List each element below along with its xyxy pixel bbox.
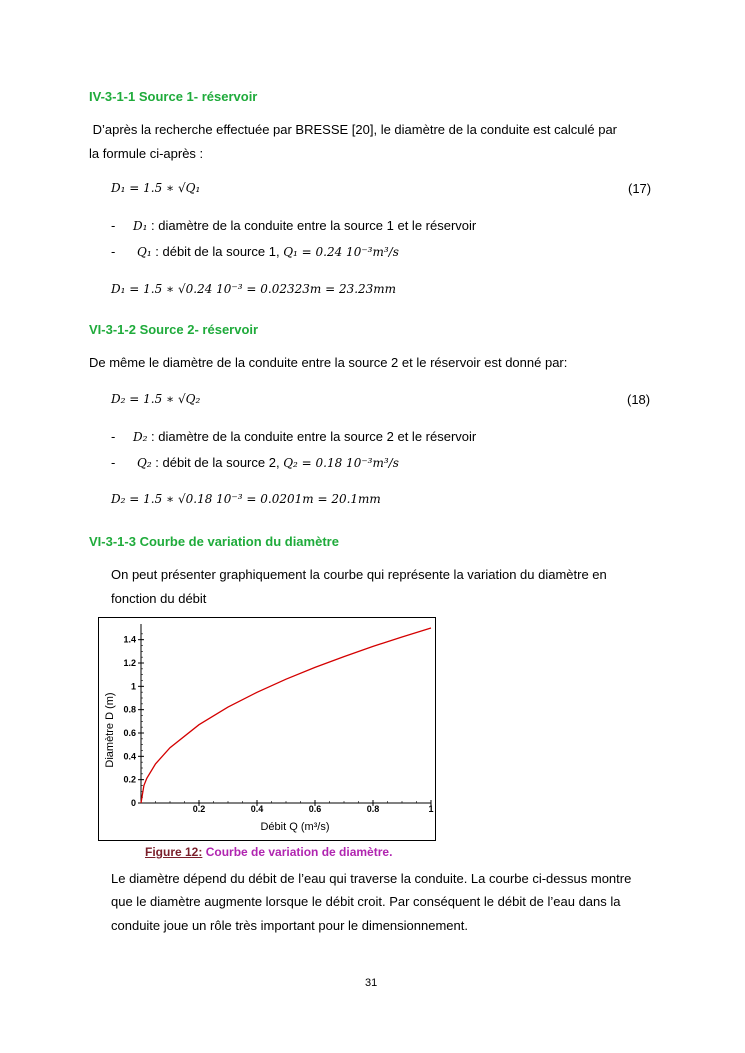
equation-number-18: (18) — [627, 392, 651, 407]
equation-number-17: (17) — [628, 181, 652, 196]
chart-svg — [99, 618, 435, 840]
chart-x-axis-label: Débit Q (m³/s) — [260, 821, 330, 833]
chart-x-tick-label: 0.6 — [308, 804, 322, 814]
formula-17: D₁ = 1.5 ∗ √Q₁ — [111, 181, 201, 195]
chart-y-tick-label: 1.2 — [123, 658, 136, 668]
bullet-symbol: D₁ — [133, 219, 148, 233]
diameter-chart — [98, 617, 436, 841]
bullet-item — [133, 218, 476, 233]
chart-y-tick-label: 1.4 — [123, 634, 136, 645]
chart-series-line — [141, 628, 431, 803]
chart-x-tick-label: 0.8 — [366, 804, 380, 814]
bullet-symbol: Q₂ — [137, 456, 152, 470]
conclusion-line-2: que le diamètre augmente lorsque le débit croit. Par conséquent le débit de l’eau dans la — [111, 894, 621, 909]
section-heading-source-2: VI-3-1-2 Source 2- réservoir — [89, 322, 259, 337]
chart-axes — [123, 624, 433, 814]
conclusion-line-3: conduite joue un rôle très important pour le dimensionnement. — [111, 918, 468, 933]
calculation-d1: D₁ = 1.5 ∗ √0.24 10⁻³ = 0.02323m = 23.23mm — [111, 282, 397, 296]
figure-caption — [145, 843, 392, 861]
figure-label: Figure 12: — [145, 845, 203, 859]
figure-caption-text: Courbe de variation de diamètre. — [202, 845, 393, 859]
bullet-item — [133, 429, 476, 444]
bullet-dash: - — [111, 244, 116, 259]
section-3-intro-line-2: fonction du débit — [111, 591, 207, 606]
section-heading-source-1: IV-3-1-1 Source 1- réservoir — [89, 89, 258, 104]
bullet-symbol: Q₁ — [137, 245, 152, 259]
chart-x-tick-label: 0.4 — [250, 804, 264, 814]
formula-18: D₂ = 1.5 ∗ √Q₂ — [111, 392, 201, 406]
bullet-item — [137, 244, 399, 259]
section-1-intro-line-1: D’après la recherche effectuée par BRESSE [20], le diamètre de la conduite est calculé par — [89, 122, 617, 137]
conclusion-line-1: Le diamètre dépend du débit de l’eau qui traverse la conduite. La courbe ci-dessus montre — [111, 871, 632, 886]
section-2-intro: De même le diamètre de la conduite entre la source 2 et le réservoir est donné par: — [89, 355, 568, 370]
chart-y-tick-label: 0.4 — [123, 751, 136, 762]
bullet-math: Q₂ = 0.18 10⁻³m³/s — [283, 456, 399, 470]
chart-y-axis-label: Diamètre D (m) — [104, 692, 116, 768]
chart-series — [141, 628, 431, 803]
chart-y-tick-label: 1 — [130, 681, 136, 692]
chart-y-tick-label: 0 — [130, 798, 136, 808]
chart-y-tick-label: 0.6 — [123, 728, 136, 738]
chart-x-tick-label: 1 — [428, 804, 434, 814]
bullet-math: Q₁ = 0.24 10⁻³m³/s — [283, 245, 399, 259]
bullet-symbol: D₂ — [133, 430, 148, 444]
bullet-dash: - — [111, 218, 116, 233]
section-heading-courbe: VI-3-1-3 Courbe de variation du diamètre — [89, 534, 339, 549]
bullet-text: : diamètre de la conduite entre la source 2 et le réservoir — [147, 429, 477, 444]
bullet-text: : débit de la source 1, — [151, 244, 284, 259]
section-3-intro-line-1: On peut présenter graphiquement la courbe qui représente la variation du diamètre en — [111, 567, 607, 582]
page-number: 31 — [365, 977, 378, 989]
bullet-dash: - — [111, 429, 116, 444]
calculation-d2: D₂ = 1.5 ∗ √0.18 10⁻³ = 0.0201m = 20.1mm — [111, 492, 381, 506]
chart-y-tick-label: 0.2 — [123, 774, 136, 785]
bullet-dash: - — [111, 455, 116, 470]
bullet-text: : débit de la source 2, — [151, 455, 284, 470]
chart-x-tick-label: 0.2 — [192, 804, 206, 814]
bullet-item — [137, 455, 399, 470]
chart-y-tick-label: 0.8 — [123, 704, 136, 715]
bullet-text: : diamètre de la conduite entre la source 1 et le réservoir — [147, 218, 477, 233]
section-1-intro-line-2: la formule ci-après : — [89, 146, 204, 161]
